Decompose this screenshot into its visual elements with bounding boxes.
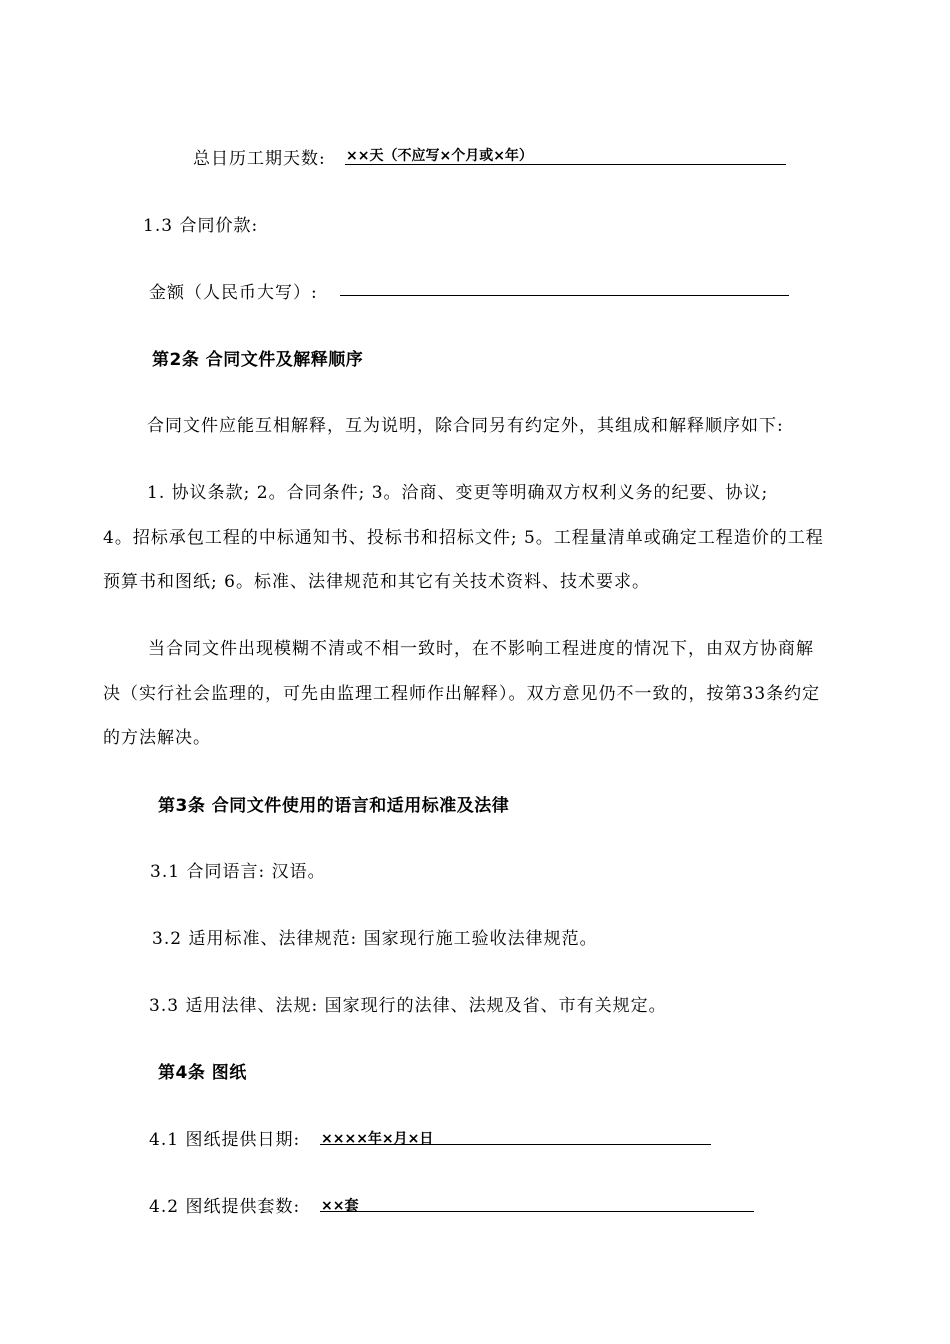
art4-item1-value: ××××年×月×日 (321, 1131, 434, 1147)
duration-underline (345, 164, 786, 165)
art2-list-line3: 预算书和图纸; 6。标准、法律规范和其它有关技术资料、技术要求。 (103, 572, 650, 592)
amount-label: 金额（人民币大写）: (149, 283, 318, 303)
art3-item3: 3.3 适用法律、法规: 国家现行的法律、法规及省、市有关规定。 (149, 996, 667, 1016)
art3-item1: 3.1 合同语言: 汉语。 (150, 862, 326, 882)
art4-item2-underline (320, 1211, 754, 1212)
art2-para-line1: 当合同文件出现模糊不清或不相一致时，在不影响工程进度的情况下，由双方协商解 (148, 639, 814, 659)
art4-item2-label: 4.2 图纸提供套数: (149, 1197, 301, 1217)
art4-item1-label: 4.1 图纸提供日期: (149, 1130, 301, 1150)
art2-para-line3: 的方法解决。 (103, 728, 211, 748)
art3-title: 第3条 合同文件使用的语言和适用标准及法律 (158, 796, 510, 816)
art2-list-line2: 4。招标承包工程的中标通知书、投标书和招标文件; 5。工程量清单或确定工程造价的工程 (103, 528, 824, 548)
art2-intro: 合同文件应能互相解释，互为说明，除合同另有约定外，其组成和解释顺序如下: (147, 416, 784, 436)
art3-item2: 3.2 适用标准、法律规范: 国家现行施工验收法律规范。 (152, 929, 598, 949)
art4-item2-value: ××套 (321, 1198, 359, 1214)
art2-para-line2: 决（实行社会监理的，可先由监理工程师作出解释）。双方意见仍不一致的，按第33条约定 (103, 684, 821, 704)
art4-item1-underline (320, 1144, 711, 1145)
sec1-3-heading: 1.3 合同价款: (143, 216, 259, 236)
art4-title: 第4条 图纸 (158, 1063, 247, 1083)
art2-title: 第2条 合同文件及解释顺序 (152, 350, 364, 370)
duration-value: ××天（不应写×个月或×年） (346, 148, 533, 164)
duration-label: 总日历工期天数: (193, 149, 326, 169)
amount-underline (340, 295, 789, 296)
art2-list-line1: 1. 协议条款; 2。合同条件; 3。洽商、变更等明确双方权利义务的纪要、协议; (147, 483, 769, 503)
